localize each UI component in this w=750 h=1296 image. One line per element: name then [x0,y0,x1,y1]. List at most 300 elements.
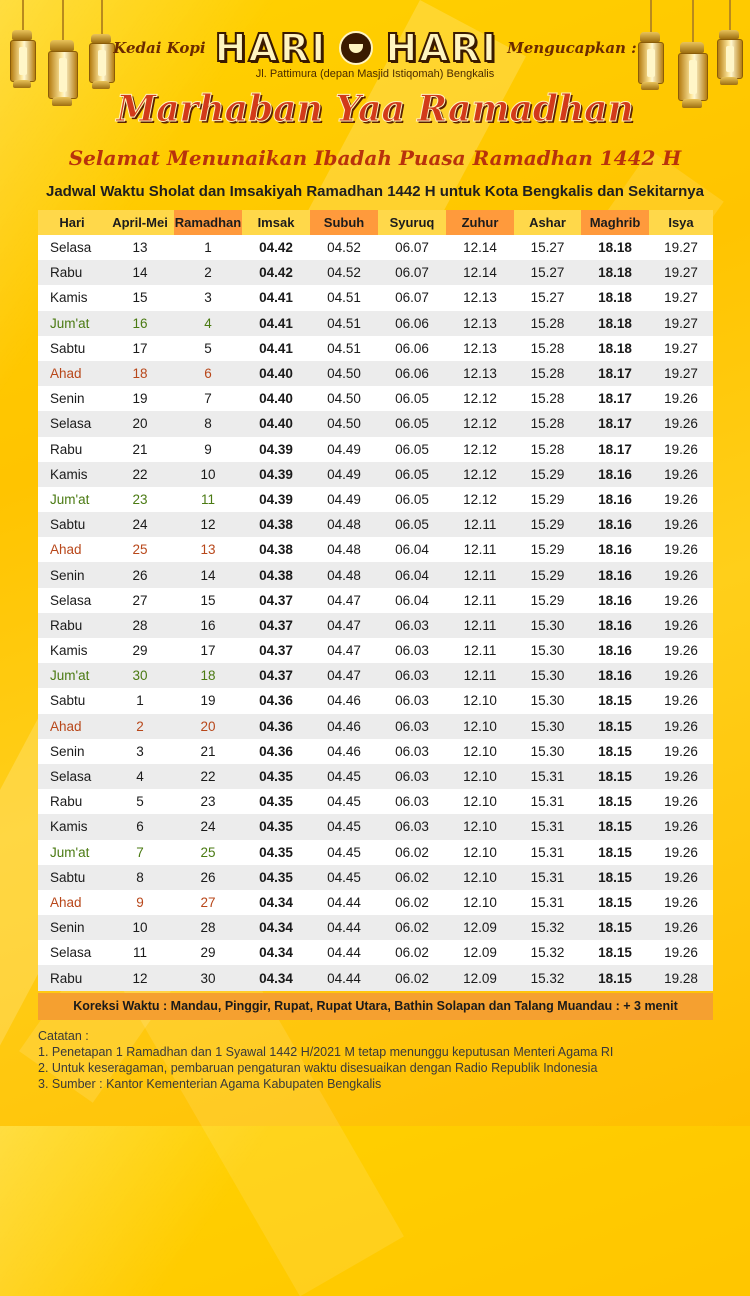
table-cell: 12.11 [446,638,514,663]
table-cell: 06.03 [378,714,446,739]
table-header-row [38,210,713,235]
table-cell: 18.15 [581,940,649,965]
table-cell: 12.12 [446,462,514,487]
note-item: 3. Sumber : Kantor Kementerian Agama Kabupaten Bengkalis [38,1077,382,1091]
table-cell: Jum'at [38,487,106,512]
table-row [38,235,713,260]
table-cell: 04.41 [242,336,310,361]
table-cell: 04.45 [310,764,378,789]
table-cell: 4 [106,764,174,789]
table-cell: 18.16 [581,638,649,663]
table-cell: 19.26 [649,688,713,713]
table-cell: 19.26 [649,840,713,865]
table-cell: 06.03 [378,638,446,663]
table-cell: Senin [38,562,106,587]
table-cell: 18.16 [581,462,649,487]
table-cell: 18.15 [581,890,649,915]
column-header: Zuhur [446,210,514,235]
table-cell: 12.11 [446,512,514,537]
table-cell: 04.45 [310,865,378,890]
table-cell: 06.07 [378,285,446,310]
table-cell: 06.07 [378,235,446,260]
table-cell: 06.05 [378,386,446,411]
table-cell: 04.52 [310,235,378,260]
table-cell: 15.29 [514,588,581,613]
table-cell: 15.32 [514,940,581,965]
table-cell: 12 [106,965,174,990]
table-cell: 19.27 [649,311,713,336]
table-cell: 06.02 [378,940,446,965]
table-cell: 04.50 [310,386,378,411]
table-cell: 2 [106,714,174,739]
table-cell: 04.38 [242,512,310,537]
table-cell: 19.27 [649,285,713,310]
column-header: Isya [649,210,713,235]
table-cell: 04.41 [242,285,310,310]
table-row [38,915,713,940]
table-cell: 18.15 [581,915,649,940]
column-header: Maghrib [581,210,649,235]
table-cell: 04.35 [242,865,310,890]
table-cell: 19.27 [649,235,713,260]
table-cell: 28 [174,915,242,940]
table-cell: 12.10 [446,890,514,915]
table-cell: 12.12 [446,487,514,512]
table-cell: Rabu [38,437,106,462]
table-cell: 04.35 [242,840,310,865]
table-cell: 06.03 [378,739,446,764]
brand-prefix: Kedai Kopi [113,39,206,57]
table-row [38,512,713,537]
table-cell: 15.30 [514,688,581,713]
table-row [38,437,713,462]
table-cell: 04.38 [242,537,310,562]
table-cell: 06.03 [378,789,446,814]
table-cell: Jum'at [38,663,106,688]
table-row [38,462,713,487]
table-cell: 04.44 [310,915,378,940]
table-cell: 15.31 [514,890,581,915]
table-cell: 15.28 [514,437,581,462]
table-cell: 18.15 [581,865,649,890]
table-cell: Rabu [38,965,106,990]
table-cell: 04.49 [310,487,378,512]
table-cell: 04.40 [242,411,310,436]
table-row [38,537,713,562]
table-cell: Senin [38,739,106,764]
note-item: 2. Untuk keseragaman, pembaruan pengaturan waktu disesuaikan dengan Radio Republik Indonesia [38,1061,598,1075]
table-cell: 22 [106,462,174,487]
table-cell: 04.36 [242,714,310,739]
table-cell: Selasa [38,940,106,965]
table-cell: 18.15 [581,814,649,839]
table-cell: Selasa [38,764,106,789]
table-cell: 11 [174,487,242,512]
table-cell: 12.11 [446,613,514,638]
table-cell: 04.34 [242,890,310,915]
table-row [38,663,713,688]
table-cell: 04.49 [310,437,378,462]
table-cell: 13 [106,235,174,260]
table-cell: 04.39 [242,437,310,462]
table-cell: 06.05 [378,462,446,487]
table-cell: 10 [106,915,174,940]
table-cell: 06.05 [378,512,446,537]
table-cell: 18.15 [581,714,649,739]
greeting-subtitle: Selamat Menunaikan Ibadah Puasa Ramadhan 1442 H [68,146,682,170]
table-row [38,411,713,436]
table-cell: 04.47 [310,588,378,613]
table-cell: 19.26 [649,386,713,411]
table-cell: 18.15 [581,739,649,764]
table-cell: 04.44 [310,965,378,990]
table-cell: 19.26 [649,714,713,739]
table-cell: 12.09 [446,965,514,990]
table-cell: Jum'at [38,311,106,336]
table-cell: Sabtu [38,512,106,537]
table-cell: 04.47 [310,638,378,663]
table-cell: 9 [106,890,174,915]
table-cell: 26 [106,562,174,587]
table-cell: Kamis [38,285,106,310]
table-cell: 19.26 [649,613,713,638]
table-cell: 10 [174,462,242,487]
table-cell: 04.34 [242,965,310,990]
table-cell: 19.27 [649,336,713,361]
table-cell: 30 [174,965,242,990]
table-cell: 04.49 [310,462,378,487]
table-cell: 19.26 [649,462,713,487]
table-cell: 12.13 [446,285,514,310]
table-cell: 04.50 [310,361,378,386]
table-cell: 12.11 [446,588,514,613]
table-cell: 04.36 [242,688,310,713]
table-cell: 14 [106,260,174,285]
table-cell: 6 [106,814,174,839]
table-cell: 04.37 [242,638,310,663]
table-row [38,588,713,613]
table-cell: 04.51 [310,336,378,361]
table-row [38,965,713,990]
table-cell: 19.26 [649,487,713,512]
table-cell: 4 [174,311,242,336]
table-cell: Selasa [38,588,106,613]
table-cell: Jum'at [38,840,106,865]
table-cell: 19.26 [649,739,713,764]
table-cell: 20 [106,411,174,436]
table-cell: 04.38 [242,562,310,587]
table-cell: 19.27 [649,361,713,386]
table-cell: 17 [106,336,174,361]
table-cell: 7 [106,840,174,865]
table-cell: 1 [106,688,174,713]
table-cell: 15.29 [514,562,581,587]
table-row [38,311,713,336]
table-cell: 15.27 [514,260,581,285]
table-cell: 3 [174,285,242,310]
table-cell: 15.28 [514,336,581,361]
table-cell: 20 [174,714,242,739]
table-cell: 04.42 [242,235,310,260]
table-cell: 04.48 [310,562,378,587]
table-cell: Senin [38,915,106,940]
table-cell: 27 [106,588,174,613]
brand-word-1: HARI [214,26,328,70]
time-correction-bar: Koreksi Waktu : Mandau, Pinggir, Rupat, Rupat Utara, Bathin Solapan dan Talang Muandau : + 3 menit [38,993,713,1020]
table-cell: 06.05 [378,487,446,512]
table-cell: Sabtu [38,688,106,713]
table-cell: 15.30 [514,663,581,688]
table-cell: 18.18 [581,336,649,361]
table-cell: 12.10 [446,840,514,865]
table-cell: Sabtu [38,865,106,890]
table-cell: 15.29 [514,487,581,512]
table-cell: 04.46 [310,739,378,764]
column-header: April-Mei [106,210,174,235]
table-cell: 06.02 [378,890,446,915]
table-cell: 04.41 [242,311,310,336]
table-row [38,336,713,361]
table-cell: 18.16 [581,613,649,638]
table-cell: 15.28 [514,386,581,411]
table-cell: 7 [174,386,242,411]
table-cell: 18.15 [581,965,649,990]
table-row [38,789,713,814]
table-cell: Rabu [38,789,106,814]
table-cell: 04.35 [242,789,310,814]
table-cell: 12.13 [446,361,514,386]
table-cell: 15.27 [514,285,581,310]
table-cell: 19.26 [649,537,713,562]
table-cell: 12.12 [446,386,514,411]
table-cell: 18.17 [581,437,649,462]
greeting-title: Marhaban Yaa Ramadhan [116,88,634,130]
table-cell: 06.05 [378,437,446,462]
table-row [38,865,713,890]
table-cell: 14 [174,562,242,587]
table-cell: 12.09 [446,915,514,940]
table-cell: 06.02 [378,915,446,940]
table-cell: 04.36 [242,739,310,764]
table-cell: 9 [174,437,242,462]
table-row [38,562,713,587]
notes-section [38,1028,718,1092]
table-cell: 06.03 [378,663,446,688]
table-cell: Kamis [38,638,106,663]
table-cell: 04.48 [310,512,378,537]
table-cell: 15.32 [514,915,581,940]
table-cell: 06.04 [378,588,446,613]
table-cell: 18.16 [581,562,649,587]
table-row [38,638,713,663]
table-cell: 15.31 [514,814,581,839]
table-cell: 12.10 [446,688,514,713]
table-cell: Kamis [38,814,106,839]
table-cell: 06.06 [378,311,446,336]
table-cell: 06.04 [378,562,446,587]
table-cell: 12.10 [446,764,514,789]
table-cell: 06.03 [378,688,446,713]
table-cell: 04.45 [310,814,378,839]
table-cell: 12.13 [446,336,514,361]
table-cell: 04.50 [310,411,378,436]
table-cell: 15.28 [514,411,581,436]
table-cell: 12.11 [446,663,514,688]
table-cell: Ahad [38,361,106,386]
table-cell: 19 [106,386,174,411]
table-cell: 12.10 [446,789,514,814]
table-cell: 04.44 [310,890,378,915]
table-cell: 16 [174,613,242,638]
table-cell: 18.18 [581,260,649,285]
table-cell: 15 [106,285,174,310]
column-header: Ashar [514,210,581,235]
brand-suffix: Mengucapkan : [507,39,637,57]
table-cell: 18.15 [581,789,649,814]
table-cell: 06.03 [378,613,446,638]
table-cell: 12.10 [446,714,514,739]
table-cell: 15 [174,588,242,613]
table-cell: 29 [106,638,174,663]
table-cell: 04.44 [310,940,378,965]
table-cell: Rabu [38,260,106,285]
table-cell: 06.02 [378,965,446,990]
table-cell: 04.52 [310,260,378,285]
table-cell: Selasa [38,411,106,436]
column-header: Imsak [242,210,310,235]
table-cell: 19 [174,688,242,713]
table-cell: 18.16 [581,537,649,562]
table-cell: 04.37 [242,613,310,638]
table-cell: 06.05 [378,411,446,436]
table-cell: 5 [106,789,174,814]
table-cell: 13 [174,537,242,562]
table-cell: 15.32 [514,965,581,990]
table-cell: Ahad [38,537,106,562]
table-cell: 12.10 [446,739,514,764]
table-cell: 11 [106,940,174,965]
table-cell: 18.17 [581,386,649,411]
table-cell: 19.26 [649,588,713,613]
table-cell: 24 [106,512,174,537]
table-cell: 06.06 [378,336,446,361]
table-cell: 30 [106,663,174,688]
table-cell: 06.02 [378,865,446,890]
table-cell: 19.26 [649,512,713,537]
table-cell: 19.26 [649,915,713,940]
address: Jl. Pattimura (depan Masjid Istiqomah) Bengkalis [255,68,495,80]
table-cell: 12.14 [446,260,514,285]
table-row [38,890,713,915]
table-cell: 04.39 [242,462,310,487]
table-cell: 18.16 [581,663,649,688]
table-cell: 04.34 [242,940,310,965]
table-cell: 04.35 [242,764,310,789]
table-cell: 5 [174,336,242,361]
table-row [38,285,713,310]
schedule-title: Jadwal Waktu Sholat dan Imsakiyah Ramadhan 1442 H untuk Kota Bengkalis dan Sekitarnya [46,183,704,200]
table-cell: 04.45 [310,840,378,865]
table-cell: 12.09 [446,940,514,965]
table-cell: 15.28 [514,361,581,386]
table-cell: 25 [174,840,242,865]
table-cell: 19.27 [649,260,713,285]
table-cell: 18.17 [581,361,649,386]
table-cell: 19.26 [649,638,713,663]
table-row [38,739,713,764]
table-cell: 15.31 [514,865,581,890]
table-cell: Senin [38,386,106,411]
table-cell: 8 [174,411,242,436]
table-cell: 12.12 [446,411,514,436]
table-cell: 18.18 [581,285,649,310]
table-cell: 23 [106,487,174,512]
table-cell: 04.47 [310,663,378,688]
table-cell: 15.29 [514,462,581,487]
table-cell: 19.26 [649,411,713,436]
table-cell: 04.37 [242,588,310,613]
table-cell: 04.40 [242,361,310,386]
table-row [38,613,713,638]
table-cell: 19.26 [649,814,713,839]
brand-line [0,26,750,70]
table-cell: 23 [174,789,242,814]
table-cell: 12.11 [446,562,514,587]
column-header: Subuh [310,210,378,235]
table-cell: 04.37 [242,663,310,688]
table-cell: 12.10 [446,865,514,890]
table-cell: 18 [106,361,174,386]
notes-title: Catatan : [38,1029,89,1043]
table-cell: 04.35 [242,814,310,839]
table-row [38,940,713,965]
table-row [38,487,713,512]
table-cell: 06.03 [378,814,446,839]
table-cell: 18.16 [581,512,649,537]
table-cell: 19.26 [649,789,713,814]
prayer-schedule-table [38,210,713,991]
table-row [38,714,713,739]
table-cell: 17 [174,638,242,663]
table-cell: 19.26 [649,663,713,688]
table-cell: 15.30 [514,613,581,638]
table-cell: 18.17 [581,411,649,436]
table-cell: 19.26 [649,865,713,890]
table-row [38,386,713,411]
table-cell: 06.02 [378,840,446,865]
table-cell: 06.04 [378,537,446,562]
table-cell: 18.15 [581,840,649,865]
table-cell: 27 [174,890,242,915]
table-cell: 04.51 [310,311,378,336]
brand-word-2: HARI [385,26,499,70]
table-cell: 24 [174,814,242,839]
table-cell: 12.11 [446,537,514,562]
table-cell: 21 [174,739,242,764]
table-cell: 8 [106,865,174,890]
table-cell: 12.10 [446,814,514,839]
table-cell: 25 [106,537,174,562]
table-cell: 15.28 [514,311,581,336]
table-cell: 15.30 [514,638,581,663]
table-cell: 06.03 [378,764,446,789]
table-cell: 19.26 [649,437,713,462]
table-cell: 18.18 [581,311,649,336]
table-cell: 21 [106,437,174,462]
table-cell: 19.26 [649,562,713,587]
table-cell: Rabu [38,613,106,638]
coffee-cup-icon [339,31,373,65]
